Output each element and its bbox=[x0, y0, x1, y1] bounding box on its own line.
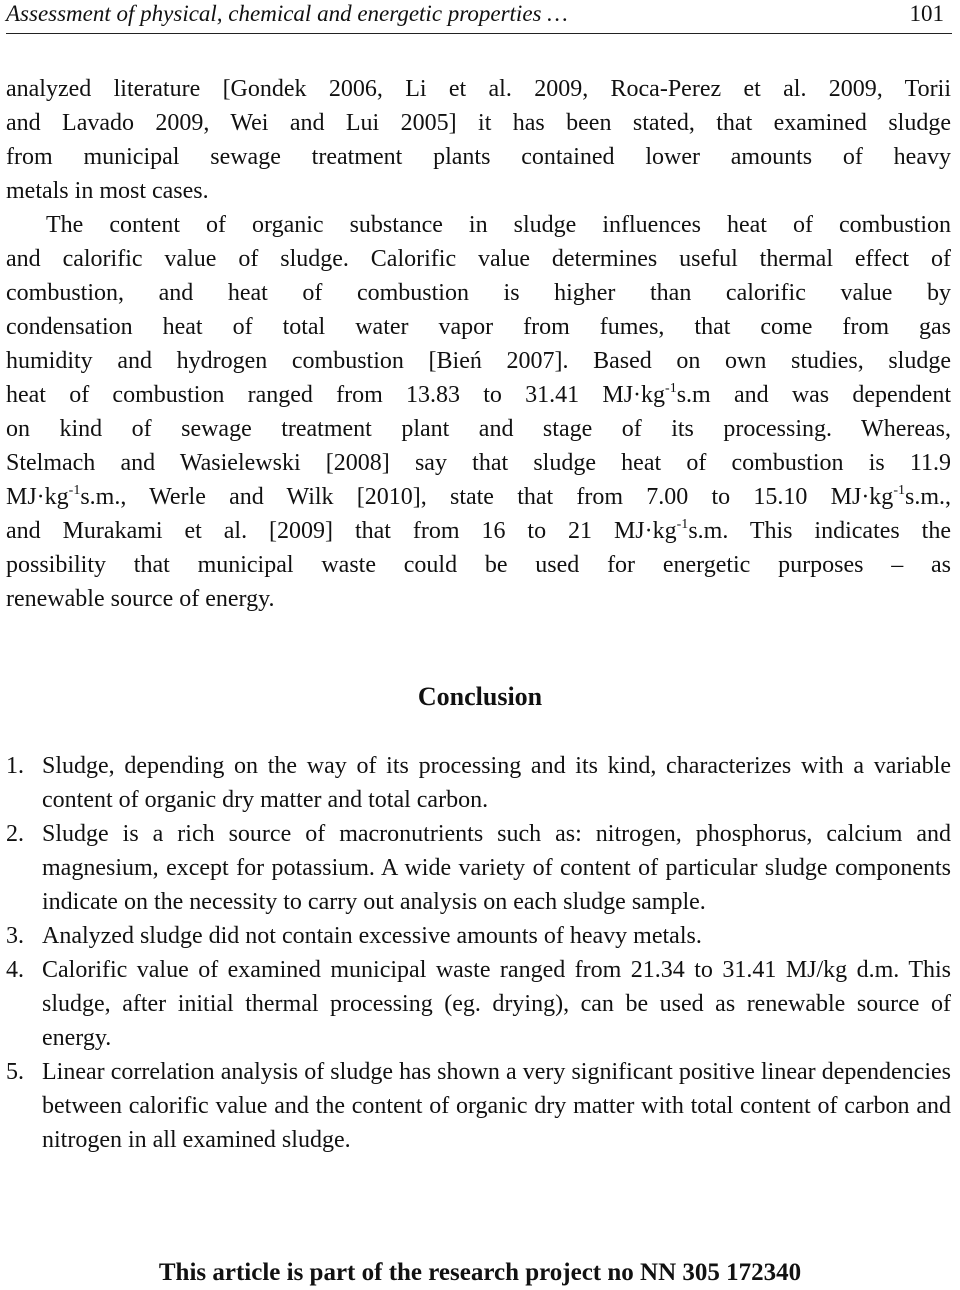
list-number: 5. bbox=[6, 1059, 24, 1085]
list-item-text: Sludge is a rich source of macronutrients such as: nitrogen, phosphorus, calcium and magnesium, except for potassium. A wide variety of content of particular sludge components indicate on the necessity to carry out analysis on each sludge sample. bbox=[42, 821, 951, 915]
text-line: combustion, and heat of combustion is higher than calorific value by bbox=[6, 280, 951, 306]
text-line bbox=[6, 378, 951, 412]
text-segment: MJ·kg bbox=[6, 484, 69, 510]
exponent: -1 bbox=[893, 483, 905, 498]
list-number: 4. bbox=[6, 957, 24, 983]
list-item bbox=[6, 749, 951, 817]
running-header bbox=[6, 0, 952, 34]
list-item bbox=[6, 1055, 951, 1157]
text-line: Stelmach and Wasielewski [2008] say that sludge heat of combustion is 11.9 bbox=[6, 450, 951, 476]
text-line: humidity and hydrogen combustion [Bień 2007]. Based on own studies, sludge bbox=[6, 348, 951, 374]
funding-note: This article is part of the research project no NN 305 172340 bbox=[158, 1259, 802, 1286]
text-segment: s.m., bbox=[904, 484, 951, 510]
paragraph-literature bbox=[6, 72, 951, 208]
list-item-text: Analyzed sludge did not contain excessive amounts of heavy metals. bbox=[42, 923, 702, 949]
list-number: 1. bbox=[6, 753, 24, 779]
paragraph-calorific-value bbox=[6, 208, 951, 616]
list-item-text: Linear correlation analysis of sludge has shown a very significant positive linear dependencies between calorific value and the content of organic dry matter with total content of carbon and nitrogen in all examined sludge. bbox=[42, 1059, 951, 1153]
list-item bbox=[6, 817, 951, 919]
list-item-text: Sludge, depending on the way of its processing and its kind, characterizes with a variable content of organic dry matter and total carbon. bbox=[42, 753, 951, 813]
exponent: -1 bbox=[676, 517, 689, 532]
text-line: renewable source of energy. bbox=[6, 586, 275, 612]
section-heading-conclusion: Conclusion bbox=[417, 682, 543, 711]
text-line bbox=[6, 480, 951, 514]
exponent: -1 bbox=[665, 381, 677, 396]
exponent: -1 bbox=[68, 483, 81, 498]
text-line bbox=[6, 514, 951, 548]
text-line: on kind of sewage treatment plant and stage of its processing. Whereas, bbox=[6, 416, 951, 442]
list-item bbox=[6, 953, 951, 1055]
list-number: 2. bbox=[6, 821, 24, 847]
page-number: 101 bbox=[909, 1, 944, 26]
text-line: from municipal sewage treatment plants contained lower amounts of heavy bbox=[6, 144, 951, 170]
text-segment: s.m., Werle and Wilk [2010], state that from 7.00 to 15.10 MJ·kg bbox=[80, 484, 894, 510]
list-item bbox=[6, 919, 951, 953]
text-line: and calorific value of sludge. Calorific value determines useful thermal effect of bbox=[6, 246, 951, 272]
text-line: and Lavado 2009, Wei and Lui 2005] it has been stated, that examined sludge bbox=[6, 110, 951, 136]
text-segment: s.m. This indicates the bbox=[688, 518, 951, 544]
text-line: condensation heat of total water vapor from fumes, that come from gas bbox=[6, 314, 951, 340]
text-segment: s.m and was dependent bbox=[676, 382, 952, 408]
text-line: The content of organic substance in sludge influences heat of combustion bbox=[46, 212, 951, 238]
text-segment: and Murakami et al. [2009] that from 16 to 21 MJ·kg bbox=[6, 518, 677, 544]
running-title: Assessment of physical, chemical and energetic properties … bbox=[6, 1, 568, 26]
list-item-text: Calorific value of examined municipal waste ranged from 21.34 to 31.41 MJ/kg d.m. This sludge, after initial thermal processing (eg. drying), can be used as renewable source of energy. bbox=[42, 957, 951, 1051]
text-line: possibility that municipal waste could be used for energetic purposes – as bbox=[6, 552, 951, 578]
text-line: analyzed literature [Gondek 2006, Li et al. 2009, Roca-Perez et al. 2009, Torii bbox=[6, 76, 951, 102]
list-number: 3. bbox=[6, 923, 24, 949]
text-line: metals in most cases. bbox=[6, 178, 209, 204]
text-segment: heat of combustion ranged from 13.83 to 31.41 MJ·kg bbox=[6, 382, 666, 408]
conclusion-list bbox=[6, 749, 951, 1157]
